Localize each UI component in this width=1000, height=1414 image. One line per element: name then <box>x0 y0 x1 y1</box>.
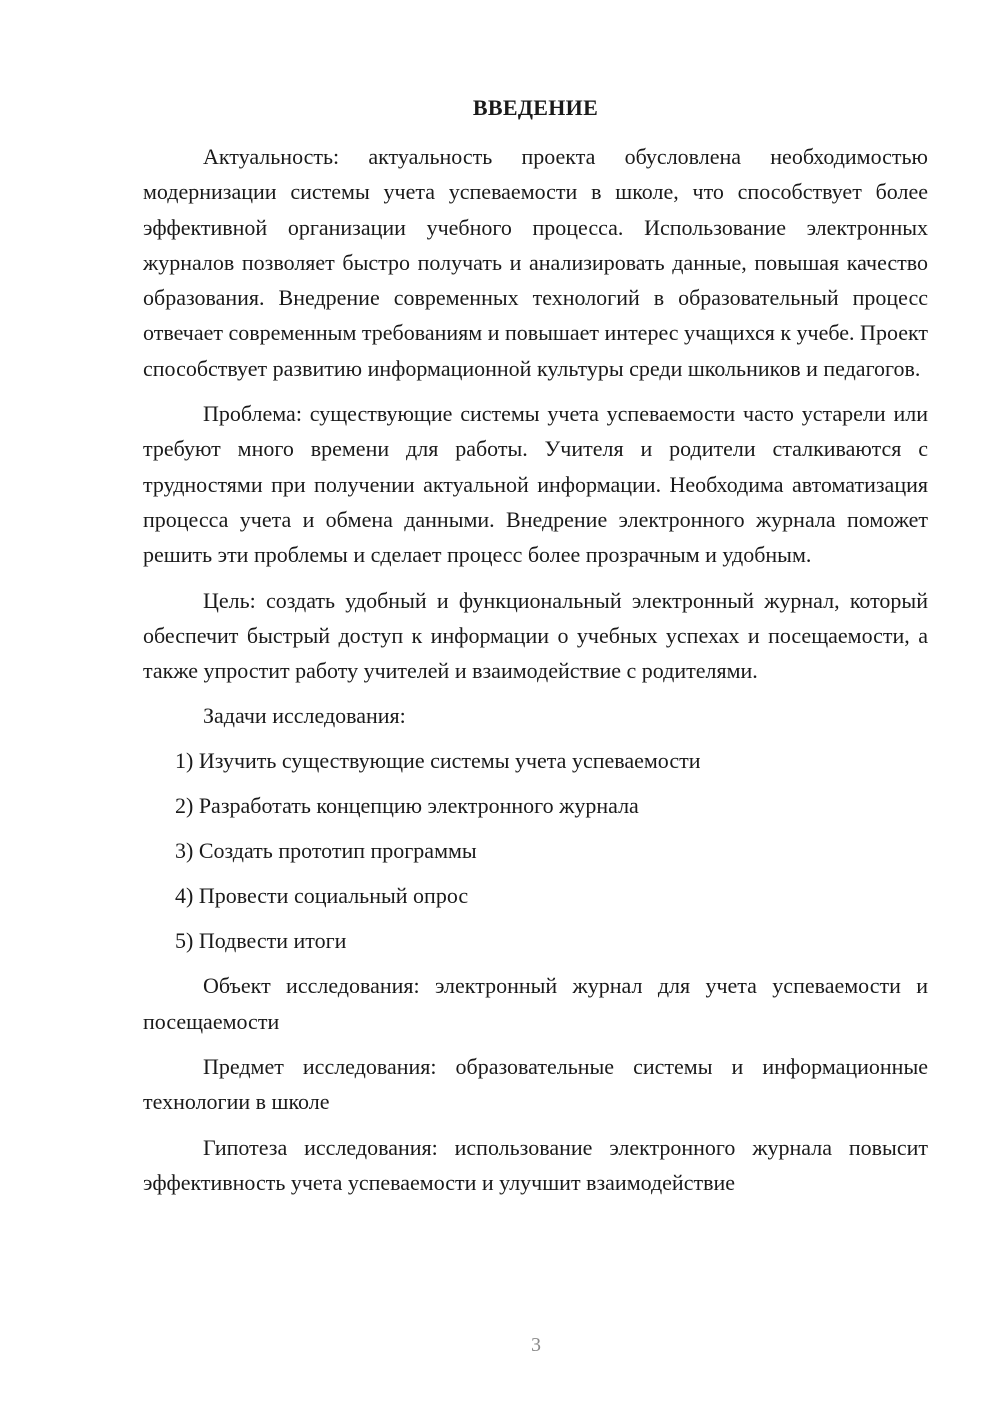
relevance-paragraph: Актуальность: актуальность проекта обусловлена необходимостью модернизации системы учета успеваемости в школе, что способствует более эффективной организации учебного процесса. Использование электронных журналов позволяет быстро получать и анализировать данные, повышая качество образования. Внедрение современных технологий в образовательный процесс отвечает современным требованиям и повышает интерес учащихся к учебе. Проект способствует развитию информационной культуры среди школьников и педагогов. <box>143 144 928 381</box>
hypothesis-paragraph: Гипотеза исследования: использование электронного журнала повысит эффективность учета успеваемости и улучшит взаимодействие <box>143 1134 928 1195</box>
task-list <box>143 743 928 958</box>
section-heading: ВВЕДЕНИЕ <box>472 95 599 120</box>
task-item: 3) Создать прототип программы <box>175 838 477 864</box>
page-number: 3 <box>531 1334 541 1356</box>
task-item: 4) Провести социальный опрос <box>175 883 469 909</box>
goal-paragraph: Цель: создать удобный и функциональный электронный журнал, который обеспечит быстрый доступ к информации о учебных успехах и посещаемости, а также упростит работу учителей и взаимодействие с родителями. <box>143 587 928 684</box>
object-paragraph: Объект исследования: электронный журнал для учета успеваемости и посещаемости <box>143 973 928 1034</box>
task-item: 5) Подвести итоги <box>175 928 347 954</box>
problem-paragraph: Проблема: существующие системы учета успеваемости часто устарели или требуют много времени для работы. Учителя и родители сталкиваются с трудностями при получении актуальной информации. Необходима автоматизация процесса учета и обмена данными. Внедрение электронного журнала поможет решить эти проблемы и сделает процесс более прозрачным и удобным. <box>143 401 928 568</box>
task-item: 1) Изучить существующие системы учета успеваемости <box>175 748 701 774</box>
subject-paragraph: Предмет исследования: образовательные системы и информационные технологии в школе <box>143 1054 928 1115</box>
task-item: 2) Разработать концепцию электронного журнала <box>175 793 639 819</box>
tasks-title: Задачи исследования: <box>203 703 406 729</box>
page-content <box>143 93 928 1210</box>
